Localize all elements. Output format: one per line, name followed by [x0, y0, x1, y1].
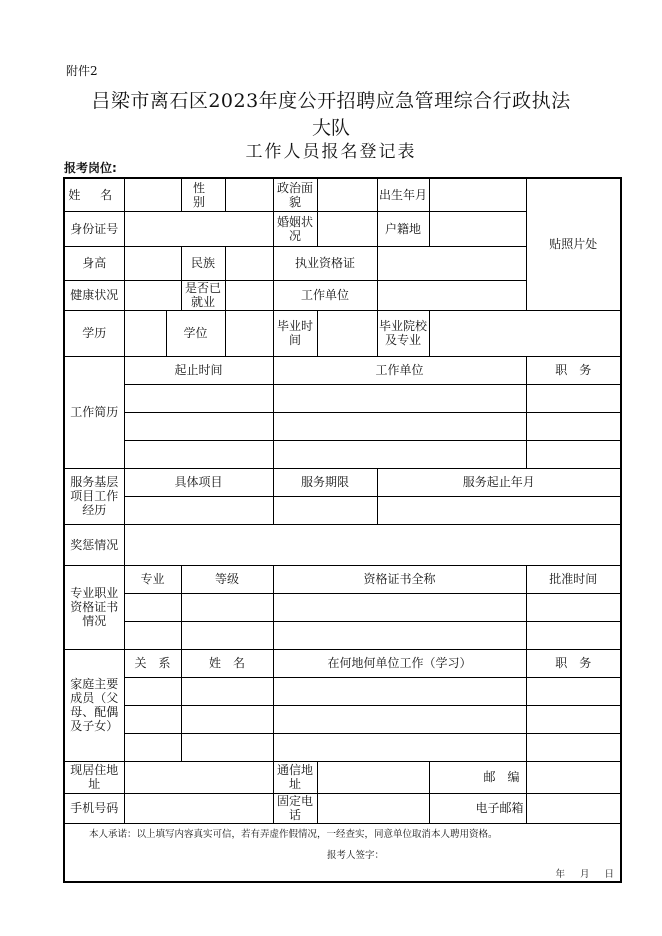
promise-text: 本人承诺：以上填写内容真实可信，若有弄虚作假情况，一经查实，同意单位取消本人聘用资格。 [89, 828, 498, 840]
wh-unit-cell[interactable] [273, 384, 526, 412]
label-politics: 政治面貌 [273, 178, 317, 211]
photo-area[interactable]: 贴照片处 [526, 178, 621, 310]
label-license: 执业资格证 [273, 246, 377, 280]
cert-major-cell[interactable] [124, 593, 181, 621]
wh-period-cell[interactable] [124, 412, 273, 440]
wh-position-cell[interactable] [526, 384, 621, 412]
label-ethnicity: 民族 [181, 246, 225, 280]
cert-name-header: 资格证书全称 [273, 565, 526, 593]
fam-position-cell[interactable] [526, 733, 621, 761]
fam-name-cell[interactable] [181, 705, 273, 733]
label-family: 家庭主要成员（父母、配偶及子女） [64, 649, 124, 761]
registration-form [63, 177, 622, 883]
grad-time-field[interactable] [317, 310, 377, 356]
rewards-field[interactable] [124, 524, 621, 565]
cert-name-cell[interactable] [273, 621, 526, 649]
wh-unit-cell[interactable] [273, 440, 526, 468]
fam-position-header: 职 务 [526, 649, 621, 677]
svc-project-cell[interactable] [124, 496, 273, 524]
label-employer: 工作单位 [273, 280, 377, 310]
wh-position-cell[interactable] [526, 440, 621, 468]
label-health: 健康状况 [64, 280, 124, 310]
fam-work-cell[interactable] [273, 705, 526, 733]
employer-field[interactable] [377, 280, 526, 310]
wh-unit-header: 工作单位 [273, 356, 526, 384]
label-birth: 出生年月 [377, 178, 429, 211]
wh-period-cell[interactable] [124, 384, 273, 412]
date-label: 年 月 日 [555, 868, 614, 880]
label-id-number: 身份证号 [64, 211, 124, 246]
cert-name-cell[interactable] [273, 593, 526, 621]
degree-field[interactable] [225, 310, 273, 356]
education-field[interactable] [124, 310, 166, 356]
fam-work-cell[interactable] [273, 677, 526, 705]
health-field[interactable] [124, 280, 181, 310]
postcode-field[interactable] [526, 761, 621, 793]
fam-relation-cell[interactable] [124, 705, 181, 733]
fam-position-cell[interactable] [526, 705, 621, 733]
mobile-field[interactable] [124, 793, 273, 823]
label-cert: 专业职业资格证书情况 [64, 565, 124, 649]
label-landline: 固定电话 [273, 793, 317, 823]
fam-relation-header: 关 系 [124, 649, 181, 677]
hukou-field[interactable] [429, 211, 526, 246]
svc-term-cell[interactable] [273, 496, 377, 524]
cert-date-cell[interactable] [526, 593, 621, 621]
label-work-history: 工作简历 [64, 356, 124, 468]
fam-position-cell[interactable] [526, 677, 621, 705]
ethnicity-field[interactable] [225, 246, 273, 280]
fam-relation-cell[interactable] [124, 733, 181, 761]
wh-period-cell[interactable] [124, 440, 273, 468]
form-title-line2: 大队 [311, 117, 350, 139]
post-label: 报考岗位: [64, 161, 117, 175]
employed-field[interactable] [225, 280, 273, 310]
birth-field[interactable] [429, 178, 526, 211]
comm-address-field[interactable] [317, 761, 429, 793]
fam-name-cell[interactable] [181, 677, 273, 705]
cert-level-header: 等级 [181, 565, 273, 593]
label-service: 服务基层项目工作经历 [64, 468, 124, 524]
fam-relation-cell[interactable] [124, 677, 181, 705]
form-title: 吕梁市离石区2023年度公开招聘应急管理综合行政执法 [91, 90, 571, 112]
id-number-field[interactable] [124, 211, 273, 246]
fam-work-header: 在何地何单位工作（学习） [273, 649, 526, 677]
label-name: 姓 名 [64, 178, 124, 211]
wh-position-header: 职 务 [526, 356, 621, 384]
label-address: 现居住地址 [64, 761, 124, 793]
label-gender: 性 别 [181, 178, 225, 211]
label-degree: 学位 [166, 310, 225, 356]
fam-name-header: 姓 名 [181, 649, 273, 677]
attachment-label: 附件2 [66, 64, 98, 78]
license-field[interactable] [377, 246, 526, 280]
politics-field[interactable] [317, 178, 377, 211]
label-height: 身高 [64, 246, 124, 280]
gender-field[interactable] [225, 178, 273, 211]
cert-level-cell[interactable] [181, 621, 273, 649]
label-comm-address: 通信地址 [273, 761, 317, 793]
wh-unit-cell[interactable] [273, 412, 526, 440]
label-postcode: 邮 编 [429, 761, 526, 793]
svc-term-header: 服务期限 [273, 468, 377, 496]
email-field[interactable] [526, 793, 621, 823]
cert-date-header: 批准时间 [526, 565, 621, 593]
cert-major-cell[interactable] [124, 621, 181, 649]
label-grad-school: 毕业院校及专业 [377, 310, 429, 356]
landline-field[interactable] [317, 793, 429, 823]
name-field[interactable] [124, 178, 181, 211]
fam-work-cell[interactable] [273, 733, 526, 761]
label-grad-time: 毕业时间 [273, 310, 317, 356]
label-employed: 是否已就业 [181, 280, 225, 310]
label-education: 学历 [64, 310, 124, 356]
signature-label: 报考人签字： [327, 849, 385, 861]
fam-name-cell[interactable] [181, 733, 273, 761]
form-subtitle: 工作人员报名登记表 [245, 142, 417, 162]
cert-level-cell[interactable] [181, 593, 273, 621]
height-field[interactable] [124, 246, 181, 280]
wh-period-header: 起止时间 [124, 356, 273, 384]
grad-school-field[interactable] [429, 310, 621, 356]
svc-project-header: 具体项目 [124, 468, 273, 496]
label-hukou: 户籍地 [377, 211, 429, 246]
cert-date-cell[interactable] [526, 621, 621, 649]
promise-section [64, 823, 621, 882]
label-mobile: 手机号码 [64, 793, 124, 823]
address-field[interactable] [124, 761, 273, 793]
cert-major-header: 专业 [124, 565, 181, 593]
label-email: 电子邮箱 [429, 793, 526, 823]
label-rewards: 奖惩情况 [64, 524, 124, 565]
label-marriage: 婚姻状况 [273, 211, 317, 246]
svc-period-header: 服务起止年月 [377, 468, 621, 496]
wh-position-cell[interactable] [526, 412, 621, 440]
marriage-field[interactable] [317, 211, 377, 246]
svc-period-cell[interactable] [377, 496, 621, 524]
